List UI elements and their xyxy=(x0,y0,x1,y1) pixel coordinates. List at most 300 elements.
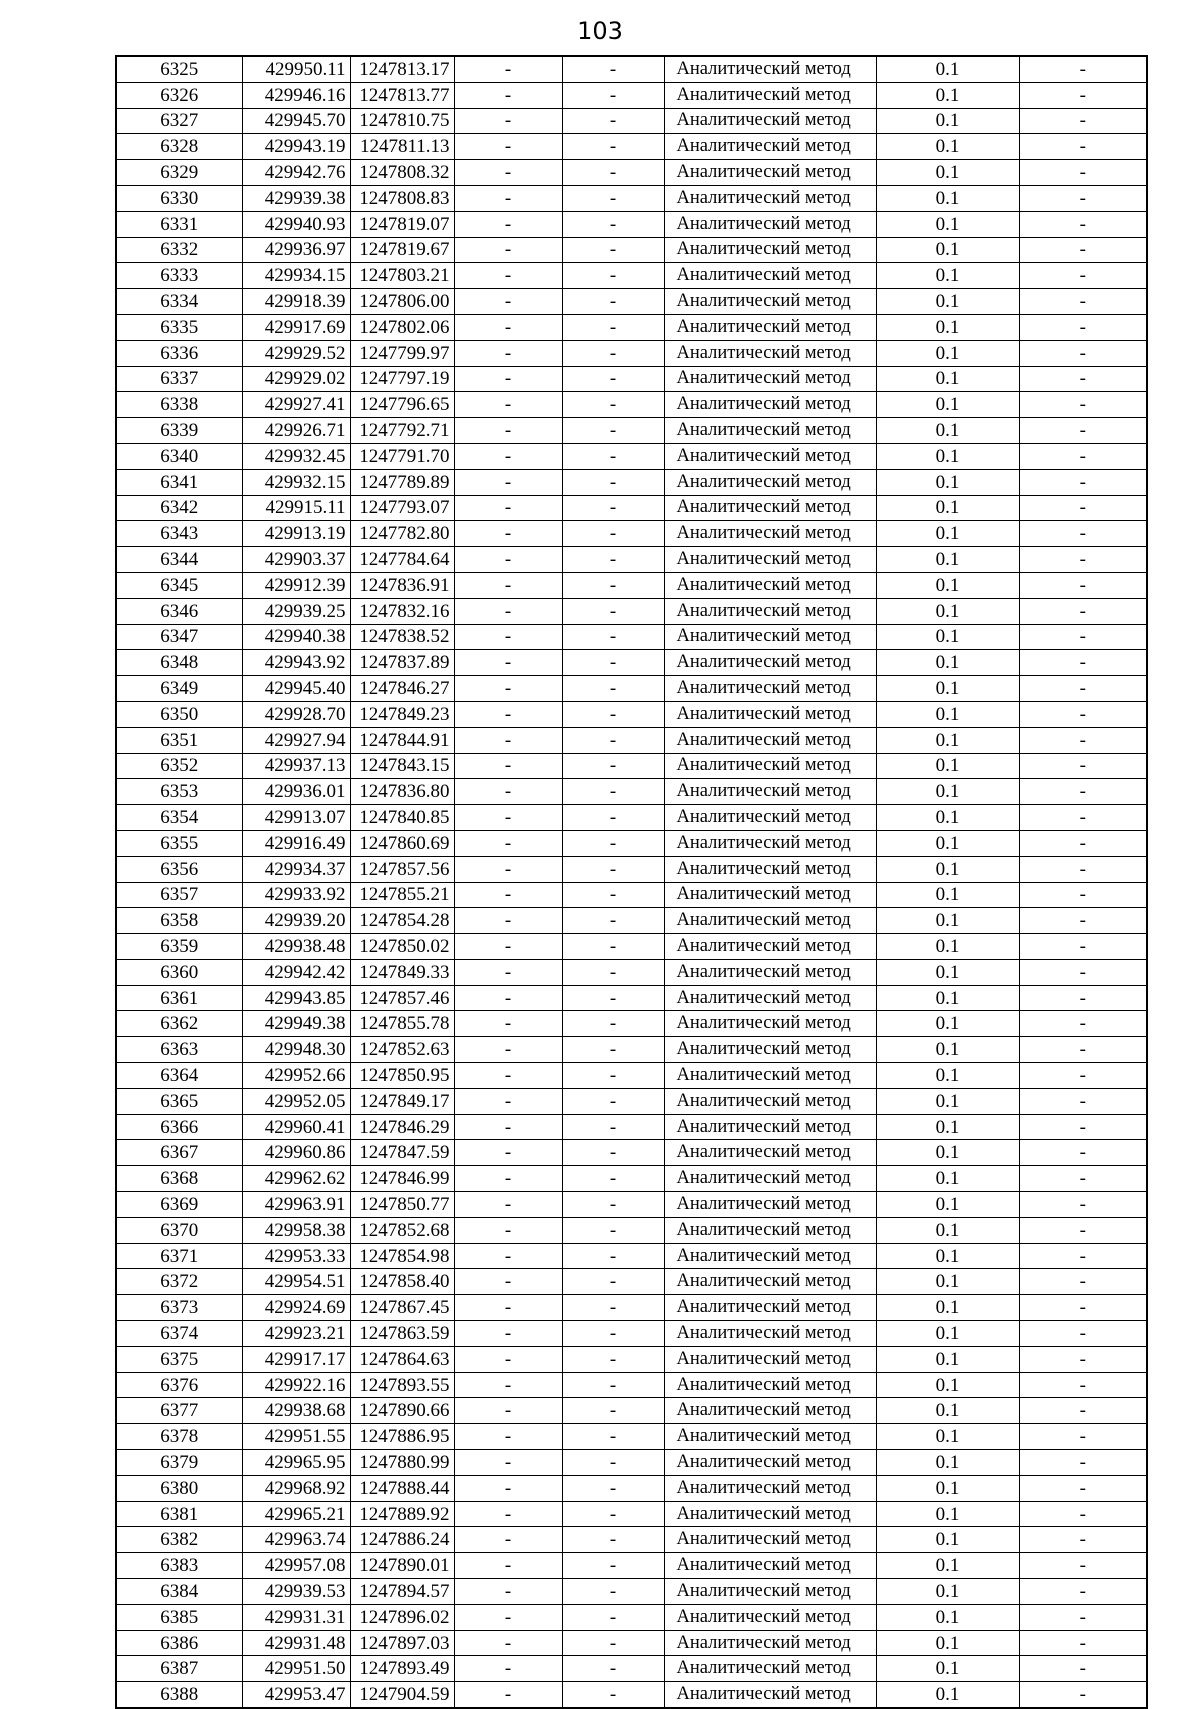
dash-cell: - xyxy=(1019,289,1147,315)
accuracy-cell: 0.1 xyxy=(876,856,1019,882)
point-number-cell: 6345 xyxy=(116,572,242,598)
dash-cell: - xyxy=(562,1682,664,1708)
y-coordinate-cell: 1247890.01 xyxy=(350,1553,454,1579)
y-coordinate-cell: 1247852.63 xyxy=(350,1037,454,1063)
table-row xyxy=(116,1656,1147,1682)
point-number-cell: 6332 xyxy=(116,237,242,263)
accuracy-cell: 0.1 xyxy=(876,314,1019,340)
table-row xyxy=(116,547,1147,573)
dash-cell: - xyxy=(454,1063,562,1089)
table-row xyxy=(116,624,1147,650)
accuracy-cell: 0.1 xyxy=(876,134,1019,160)
x-coordinate-cell: 429939.25 xyxy=(242,598,350,624)
y-coordinate-cell: 1247808.32 xyxy=(350,160,454,186)
dash-cell: - xyxy=(454,650,562,676)
dash-cell: - xyxy=(562,1114,664,1140)
point-number-cell: 6376 xyxy=(116,1372,242,1398)
dash-cell: - xyxy=(1019,160,1147,186)
dash-cell: - xyxy=(562,959,664,985)
point-number-cell: 6384 xyxy=(116,1579,242,1605)
x-coordinate-cell: 429965.21 xyxy=(242,1501,350,1527)
accuracy-cell: 0.1 xyxy=(876,934,1019,960)
y-coordinate-cell: 1247806.00 xyxy=(350,289,454,315)
table-row xyxy=(116,1011,1147,1037)
y-coordinate-cell: 1247797.19 xyxy=(350,366,454,392)
y-coordinate-cell: 1247850.77 xyxy=(350,1192,454,1218)
point-number-cell: 6342 xyxy=(116,495,242,521)
table-row xyxy=(116,727,1147,753)
y-coordinate-cell: 1247893.55 xyxy=(350,1372,454,1398)
y-coordinate-cell: 1247847.59 xyxy=(350,1140,454,1166)
table-row xyxy=(116,753,1147,779)
accuracy-cell: 0.1 xyxy=(876,547,1019,573)
dash-cell: - xyxy=(1019,237,1147,263)
accuracy-cell: 0.1 xyxy=(876,1243,1019,1269)
y-coordinate-cell: 1247855.78 xyxy=(350,1011,454,1037)
dash-cell: - xyxy=(1019,598,1147,624)
dash-cell: - xyxy=(1019,185,1147,211)
table-row xyxy=(116,1346,1147,1372)
accuracy-cell: 0.1 xyxy=(876,366,1019,392)
accuracy-cell: 0.1 xyxy=(876,1192,1019,1218)
dash-cell: - xyxy=(1019,82,1147,108)
method-cell: Аналитический метод xyxy=(664,56,876,82)
dash-cell: - xyxy=(454,805,562,831)
method-cell: Аналитический метод xyxy=(664,985,876,1011)
dash-cell: - xyxy=(562,443,664,469)
dash-cell: - xyxy=(454,882,562,908)
accuracy-cell: 0.1 xyxy=(876,1140,1019,1166)
x-coordinate-cell: 429928.70 xyxy=(242,701,350,727)
x-coordinate-cell: 429948.30 xyxy=(242,1037,350,1063)
table-body xyxy=(116,56,1147,1708)
dash-cell: - xyxy=(1019,495,1147,521)
accuracy-cell: 0.1 xyxy=(876,985,1019,1011)
point-number-cell: 6371 xyxy=(116,1243,242,1269)
x-coordinate-cell: 429942.76 xyxy=(242,160,350,186)
accuracy-cell: 0.1 xyxy=(876,340,1019,366)
y-coordinate-cell: 1247857.56 xyxy=(350,856,454,882)
y-coordinate-cell: 1247808.83 xyxy=(350,185,454,211)
point-number-cell: 6383 xyxy=(116,1553,242,1579)
y-coordinate-cell: 1247819.07 xyxy=(350,211,454,237)
point-number-cell: 6369 xyxy=(116,1192,242,1218)
dash-cell: - xyxy=(454,314,562,340)
dash-cell: - xyxy=(562,985,664,1011)
dash-cell: - xyxy=(1019,1475,1147,1501)
table-row xyxy=(116,856,1147,882)
dash-cell: - xyxy=(1019,805,1147,831)
dash-cell: - xyxy=(454,443,562,469)
point-number-cell: 6388 xyxy=(116,1682,242,1708)
point-number-cell: 6328 xyxy=(116,134,242,160)
dash-cell: - xyxy=(562,624,664,650)
y-coordinate-cell: 1247904.59 xyxy=(350,1682,454,1708)
point-number-cell: 6362 xyxy=(116,1011,242,1037)
dash-cell: - xyxy=(562,1321,664,1347)
method-cell: Аналитический метод xyxy=(664,495,876,521)
table-row xyxy=(116,314,1147,340)
dash-cell: - xyxy=(562,392,664,418)
dash-cell: - xyxy=(1019,1295,1147,1321)
dash-cell: - xyxy=(562,469,664,495)
table-row xyxy=(116,1140,1147,1166)
table-row xyxy=(116,160,1147,186)
point-number-cell: 6380 xyxy=(116,1475,242,1501)
y-coordinate-cell: 1247844.91 xyxy=(350,727,454,753)
table-row xyxy=(116,1114,1147,1140)
dash-cell: - xyxy=(454,934,562,960)
x-coordinate-cell: 429968.92 xyxy=(242,1475,350,1501)
method-cell: Аналитический метод xyxy=(664,547,876,573)
point-number-cell: 6355 xyxy=(116,830,242,856)
dash-cell: - xyxy=(562,1269,664,1295)
dash-cell: - xyxy=(454,134,562,160)
dash-cell: - xyxy=(1019,1553,1147,1579)
table-row xyxy=(116,495,1147,521)
method-cell: Аналитический метод xyxy=(664,727,876,753)
dash-cell: - xyxy=(1019,1217,1147,1243)
dash-cell: - xyxy=(454,1217,562,1243)
dash-cell: - xyxy=(454,185,562,211)
table-row xyxy=(116,598,1147,624)
method-cell: Аналитический метод xyxy=(664,237,876,263)
accuracy-cell: 0.1 xyxy=(876,1011,1019,1037)
y-coordinate-cell: 1247864.63 xyxy=(350,1346,454,1372)
method-cell: Аналитический метод xyxy=(664,1243,876,1269)
dash-cell: - xyxy=(562,1501,664,1527)
method-cell: Аналитический метод xyxy=(664,882,876,908)
method-cell: Аналитический метод xyxy=(664,1346,876,1372)
y-coordinate-cell: 1247850.02 xyxy=(350,934,454,960)
dash-cell: - xyxy=(1019,366,1147,392)
x-coordinate-cell: 429936.01 xyxy=(242,779,350,805)
accuracy-cell: 0.1 xyxy=(876,1682,1019,1708)
dash-cell: - xyxy=(1019,1450,1147,1476)
x-coordinate-cell: 429940.93 xyxy=(242,211,350,237)
dash-cell: - xyxy=(454,1269,562,1295)
x-coordinate-cell: 429940.38 xyxy=(242,624,350,650)
x-coordinate-cell: 429927.94 xyxy=(242,727,350,753)
method-cell: Аналитический метод xyxy=(664,314,876,340)
dash-cell: - xyxy=(454,521,562,547)
accuracy-cell: 0.1 xyxy=(876,676,1019,702)
table-row xyxy=(116,1553,1147,1579)
accuracy-cell: 0.1 xyxy=(876,1346,1019,1372)
table-row xyxy=(116,934,1147,960)
method-cell: Аналитический метод xyxy=(664,753,876,779)
y-coordinate-cell: 1247863.59 xyxy=(350,1321,454,1347)
dash-cell: - xyxy=(454,1372,562,1398)
method-cell: Аналитический метод xyxy=(664,1114,876,1140)
method-cell: Аналитический метод xyxy=(664,1269,876,1295)
dash-cell: - xyxy=(562,934,664,960)
method-cell: Аналитический метод xyxy=(664,1088,876,1114)
method-cell: Аналитический метод xyxy=(664,1579,876,1605)
dash-cell: - xyxy=(562,82,664,108)
point-number-cell: 6327 xyxy=(116,108,242,134)
table-row xyxy=(116,676,1147,702)
dash-cell: - xyxy=(1019,1630,1147,1656)
point-number-cell: 6353 xyxy=(116,779,242,805)
dash-cell: - xyxy=(454,624,562,650)
dash-cell: - xyxy=(562,289,664,315)
point-number-cell: 6325 xyxy=(116,56,242,82)
dash-cell: - xyxy=(562,1450,664,1476)
dash-cell: - xyxy=(1019,340,1147,366)
x-coordinate-cell: 429952.05 xyxy=(242,1088,350,1114)
dash-cell: - xyxy=(1019,1269,1147,1295)
y-coordinate-cell: 1247894.57 xyxy=(350,1579,454,1605)
x-coordinate-cell: 429934.15 xyxy=(242,263,350,289)
table-row xyxy=(116,1321,1147,1347)
method-cell: Аналитический метод xyxy=(664,108,876,134)
accuracy-cell: 0.1 xyxy=(876,392,1019,418)
dash-cell: - xyxy=(562,211,664,237)
dash-cell: - xyxy=(562,314,664,340)
x-coordinate-cell: 429957.08 xyxy=(242,1553,350,1579)
dash-cell: - xyxy=(562,1424,664,1450)
point-number-cell: 6372 xyxy=(116,1269,242,1295)
method-cell: Аналитический метод xyxy=(664,1192,876,1218)
table-row xyxy=(116,1630,1147,1656)
y-coordinate-cell: 1247896.02 xyxy=(350,1604,454,1630)
x-coordinate-cell: 429946.16 xyxy=(242,82,350,108)
table-row xyxy=(116,1475,1147,1501)
dash-cell: - xyxy=(562,1011,664,1037)
dash-cell: - xyxy=(1019,1063,1147,1089)
table-row xyxy=(116,82,1147,108)
y-coordinate-cell: 1247837.89 xyxy=(350,650,454,676)
point-number-cell: 6339 xyxy=(116,418,242,444)
method-cell: Аналитический метод xyxy=(664,701,876,727)
dash-cell: - xyxy=(454,392,562,418)
dash-cell: - xyxy=(454,1527,562,1553)
point-number-cell: 6338 xyxy=(116,392,242,418)
point-number-cell: 6348 xyxy=(116,650,242,676)
method-cell: Аналитический метод xyxy=(664,1295,876,1321)
dash-cell: - xyxy=(562,1604,664,1630)
point-number-cell: 6326 xyxy=(116,82,242,108)
accuracy-cell: 0.1 xyxy=(876,56,1019,82)
y-coordinate-cell: 1247860.69 xyxy=(350,830,454,856)
dash-cell: - xyxy=(562,160,664,186)
x-coordinate-cell: 429916.49 xyxy=(242,830,350,856)
dash-cell: - xyxy=(454,676,562,702)
dash-cell: - xyxy=(454,1553,562,1579)
point-number-cell: 6373 xyxy=(116,1295,242,1321)
accuracy-cell: 0.1 xyxy=(876,108,1019,134)
dash-cell: - xyxy=(1019,1192,1147,1218)
dash-cell: - xyxy=(1019,1424,1147,1450)
dash-cell: - xyxy=(454,1088,562,1114)
dash-cell: - xyxy=(454,1450,562,1476)
point-number-cell: 6351 xyxy=(116,727,242,753)
y-coordinate-cell: 1247857.46 xyxy=(350,985,454,1011)
dash-cell: - xyxy=(1019,701,1147,727)
method-cell: Аналитический метод xyxy=(664,856,876,882)
table-row xyxy=(116,830,1147,856)
dash-cell: - xyxy=(562,650,664,676)
accuracy-cell: 0.1 xyxy=(876,82,1019,108)
dash-cell: - xyxy=(454,779,562,805)
method-cell: Аналитический метод xyxy=(664,1166,876,1192)
point-number-cell: 6356 xyxy=(116,856,242,882)
y-coordinate-cell: 1247803.21 xyxy=(350,263,454,289)
method-cell: Аналитический метод xyxy=(664,418,876,444)
table-row xyxy=(116,701,1147,727)
point-number-cell: 6361 xyxy=(116,985,242,1011)
point-number-cell: 6382 xyxy=(116,1527,242,1553)
accuracy-cell: 0.1 xyxy=(876,753,1019,779)
method-cell: Аналитический метод xyxy=(664,289,876,315)
dash-cell: - xyxy=(562,1295,664,1321)
x-coordinate-cell: 429950.11 xyxy=(242,56,350,82)
x-coordinate-cell: 429965.95 xyxy=(242,1450,350,1476)
accuracy-cell: 0.1 xyxy=(876,1604,1019,1630)
dash-cell: - xyxy=(562,1372,664,1398)
accuracy-cell: 0.1 xyxy=(876,185,1019,211)
dash-cell: - xyxy=(454,495,562,521)
x-coordinate-cell: 429963.91 xyxy=(242,1192,350,1218)
dash-cell: - xyxy=(562,753,664,779)
dash-cell: - xyxy=(562,1398,664,1424)
table-row xyxy=(116,366,1147,392)
x-coordinate-cell: 429963.74 xyxy=(242,1527,350,1553)
dash-cell: - xyxy=(454,340,562,366)
method-cell: Аналитический метод xyxy=(664,676,876,702)
dash-cell: - xyxy=(1019,263,1147,289)
x-coordinate-cell: 429912.39 xyxy=(242,572,350,598)
y-coordinate-cell: 1247836.91 xyxy=(350,572,454,598)
point-number-cell: 6379 xyxy=(116,1450,242,1476)
x-coordinate-cell: 429932.15 xyxy=(242,469,350,495)
method-cell: Аналитический метод xyxy=(664,392,876,418)
dash-cell: - xyxy=(562,1527,664,1553)
x-coordinate-cell: 429917.69 xyxy=(242,314,350,340)
method-cell: Аналитический метод xyxy=(664,1527,876,1553)
method-cell: Аналитический метод xyxy=(664,1398,876,1424)
dash-cell: - xyxy=(562,1088,664,1114)
dash-cell: - xyxy=(454,56,562,82)
point-number-cell: 6360 xyxy=(116,959,242,985)
dash-cell: - xyxy=(454,547,562,573)
method-cell: Аналитический метод xyxy=(664,469,876,495)
dash-cell: - xyxy=(562,882,664,908)
accuracy-cell: 0.1 xyxy=(876,1398,1019,1424)
accuracy-cell: 0.1 xyxy=(876,598,1019,624)
point-number-cell: 6367 xyxy=(116,1140,242,1166)
accuracy-cell: 0.1 xyxy=(876,1269,1019,1295)
method-cell: Аналитический метод xyxy=(664,1011,876,1037)
dash-cell: - xyxy=(1019,830,1147,856)
method-cell: Аналитический метод xyxy=(664,134,876,160)
x-coordinate-cell: 429938.68 xyxy=(242,1398,350,1424)
x-coordinate-cell: 429903.37 xyxy=(242,547,350,573)
accuracy-cell: 0.1 xyxy=(876,1114,1019,1140)
x-coordinate-cell: 429952.66 xyxy=(242,1063,350,1089)
table-row xyxy=(116,779,1147,805)
dash-cell: - xyxy=(562,908,664,934)
accuracy-cell: 0.1 xyxy=(876,289,1019,315)
dash-cell: - xyxy=(454,1114,562,1140)
accuracy-cell: 0.1 xyxy=(876,1063,1019,1089)
point-number-cell: 6370 xyxy=(116,1217,242,1243)
dash-cell: - xyxy=(1019,882,1147,908)
dash-cell: - xyxy=(454,959,562,985)
method-cell: Аналитический метод xyxy=(664,1630,876,1656)
dash-cell: - xyxy=(562,185,664,211)
method-cell: Аналитический метод xyxy=(664,598,876,624)
dash-cell: - xyxy=(562,340,664,366)
point-number-cell: 6330 xyxy=(116,185,242,211)
dash-cell: - xyxy=(454,856,562,882)
table-row xyxy=(116,1192,1147,1218)
y-coordinate-cell: 1247886.24 xyxy=(350,1527,454,1553)
table-row xyxy=(116,1088,1147,1114)
method-cell: Аналитический метод xyxy=(664,650,876,676)
x-coordinate-cell: 429942.42 xyxy=(242,959,350,985)
dash-cell: - xyxy=(1019,211,1147,237)
point-number-cell: 6329 xyxy=(116,160,242,186)
page-number: 103 xyxy=(577,17,623,45)
dash-cell: - xyxy=(1019,443,1147,469)
dash-cell: - xyxy=(454,1321,562,1347)
method-cell: Аналитический метод xyxy=(664,263,876,289)
dash-cell: - xyxy=(1019,108,1147,134)
x-coordinate-cell: 429913.07 xyxy=(242,805,350,831)
x-coordinate-cell: 429918.39 xyxy=(242,289,350,315)
y-coordinate-cell: 1247846.99 xyxy=(350,1166,454,1192)
y-coordinate-cell: 1247897.03 xyxy=(350,1630,454,1656)
y-coordinate-cell: 1247811.13 xyxy=(350,134,454,160)
table-row xyxy=(116,1424,1147,1450)
point-number-cell: 6363 xyxy=(116,1037,242,1063)
y-coordinate-cell: 1247880.99 xyxy=(350,1450,454,1476)
dash-cell: - xyxy=(1019,1656,1147,1682)
table-row xyxy=(116,392,1147,418)
table-row xyxy=(116,1372,1147,1398)
accuracy-cell: 0.1 xyxy=(876,1527,1019,1553)
accuracy-cell: 0.1 xyxy=(876,701,1019,727)
dash-cell: - xyxy=(1019,934,1147,960)
point-number-cell: 6375 xyxy=(116,1346,242,1372)
dash-cell: - xyxy=(1019,727,1147,753)
method-cell: Аналитический метод xyxy=(664,779,876,805)
dash-cell: - xyxy=(454,211,562,237)
method-cell: Аналитический метод xyxy=(664,908,876,934)
accuracy-cell: 0.1 xyxy=(876,469,1019,495)
point-number-cell: 6354 xyxy=(116,805,242,831)
method-cell: Аналитический метод xyxy=(664,443,876,469)
dash-cell: - xyxy=(1019,1579,1147,1605)
y-coordinate-cell: 1247810.75 xyxy=(350,108,454,134)
point-number-cell: 6336 xyxy=(116,340,242,366)
dash-cell: - xyxy=(454,908,562,934)
x-coordinate-cell: 429929.02 xyxy=(242,366,350,392)
dash-cell: - xyxy=(1019,1398,1147,1424)
table-row xyxy=(116,108,1147,134)
dash-cell: - xyxy=(562,1553,664,1579)
x-coordinate-cell: 429926.71 xyxy=(242,418,350,444)
dash-cell: - xyxy=(454,1140,562,1166)
table-row xyxy=(116,1243,1147,1269)
x-coordinate-cell: 429962.62 xyxy=(242,1166,350,1192)
dash-cell: - xyxy=(562,572,664,598)
y-coordinate-cell: 1247838.52 xyxy=(350,624,454,650)
dash-cell: - xyxy=(454,1166,562,1192)
dash-cell: - xyxy=(562,805,664,831)
